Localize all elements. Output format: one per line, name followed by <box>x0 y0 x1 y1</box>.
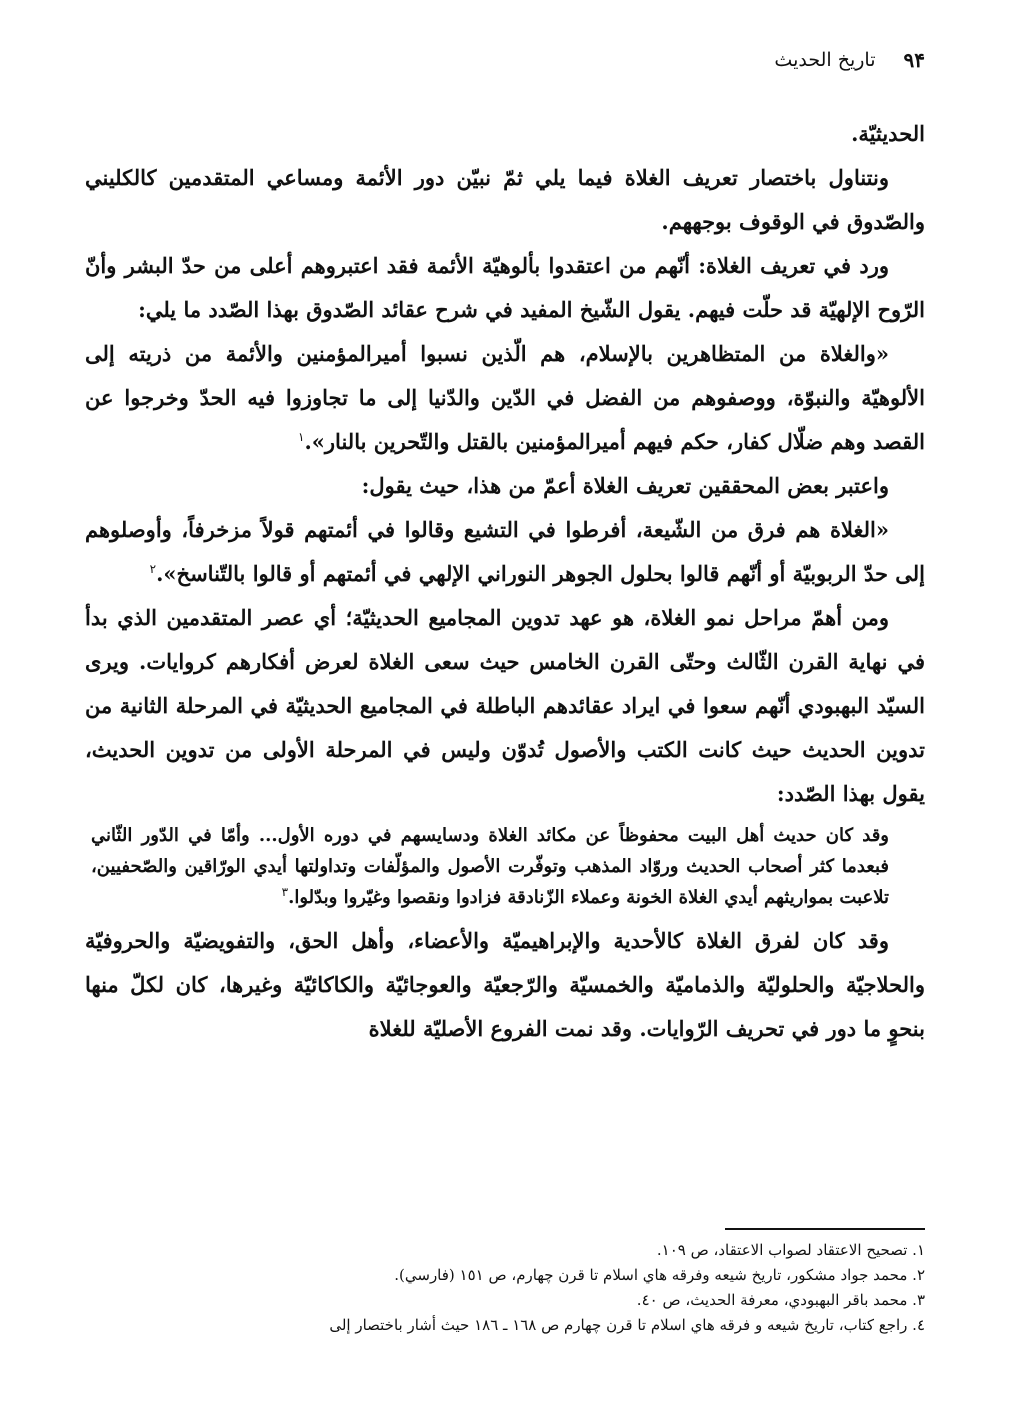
footnote-mark-1: ١ <box>298 430 305 444</box>
footnote-mark-2: ٢ <box>149 562 157 576</box>
block-quote-behbudi <box>85 820 925 913</box>
page-number: ٩۴ <box>903 48 925 72</box>
running-header <box>85 40 925 80</box>
footnote-1: ١. تصحيح الاعتقاد لصواب الاعتقاد، ص ١٠٩. <box>656 1241 925 1259</box>
quote-mashkur-text: «الغلاة هم فرق من الشّيعة، أفرطوا في التشيع وقالوا في أئمتهم قولاً مزخرفاً، وأوصلوهم إلى حدّ الربوبيّة أو أنّهم قالوا بحلول الجوهر النوراني الإلهي في أئمتهم أو قالوا بالتّناسخ». <box>85 517 925 586</box>
footnote-separator <box>725 1228 925 1230</box>
footnote-4: ٤. راجع كتاب، تاريخ شيعه و فرقه هاي اسلام تا قرن چهارم ص ١٦٨ ـ ١٨٦ حيث أشار باختصار إلى <box>329 1316 925 1334</box>
quote-mashkur <box>85 508 925 596</box>
quote-mufid-text: «والغلاة من المتظاهرين بالإسلام، هم الّذين نسبوا أميرالمؤمنين والأئمة من ذريته إلى الألوهيّة والنبوّة، ووصفوهم من الفضل في الدّين والدّنيا إلى ما تجاوزوا فيه الحدّ وخرجوا عن القصد وهم ضلّال كفار، حكم فيهم أميرالمؤمنين بالقتل والتّحرين بالنار». <box>85 341 925 454</box>
paragraph-researchers: واعتبر بعض المحققين تعريف الغلاة أعمّ من هذا، حيث يقول: <box>361 473 889 498</box>
quote-mufid <box>85 332 925 464</box>
block-quote-text: وقد كان حديث أهل البيت محفوظاً عن مكائد الغلاة ودسايسهم في دوره الأول... وأمّا في الدّور الثّاني فبعدما كثر أصحاب الحديث وروّاد المذهب وتوفّرت الأصول والمؤلّفات وتداولتها أيدي الورّاقين والصّحفيين، تلاعبت بمواريثهم أيدي الغلاة الخونة وعملاء الزّنادقة فزادوا ونقصوا وغيّروا وبدّلوا. <box>91 825 889 908</box>
paragraph-continuation: الحديثيّة. <box>851 121 925 146</box>
paragraph-sects: وقد كان لفرق الغلاة كالأحدية والإبراهيميّة والأعضاء، وأهل الحق، والتفويضيّة والحروفيّة والحلاجيّة والحلوليّة والذماميّة والخمسيّة والرّجعيّة والعوجائيّة والكاكائيّة وغيرها، كان لكلّ منها بنحوٍ ما دور في تحريف الرّوايات. وقد نمت الفروع الأصليّة للغلاة <box>85 928 925 1041</box>
footnote-2: ٢. محمد جواد مشكور، تاريخ شيعه وفرقه هاي اسلام تا قرن چهارم، ص ١٥١ (فارسي). <box>394 1266 925 1284</box>
footnotes <box>85 1238 925 1338</box>
running-title: تاريخ الحديث <box>774 49 876 71</box>
main-text <box>85 112 925 1051</box>
paragraph-intro: ونتناول باختصار تعريف الغلاة فيما يلي ثمّ نبيّن دور الأئمة ومساعي المتقدمين كالكليني والصّدوق في الوقوف بوجههم. <box>85 165 925 234</box>
footnote-mark-3: ٣ <box>281 885 289 899</box>
paragraph-stages: ومن أهمّ مراحل نمو الغلاة، هو عهد تدوين المجاميع الحديثيّة؛ أي عصر المتقدمين الذي بدأ في نهاية القرن الثّالث وحتّى القرن الخامس حيث سعى الغلاة لعرض أفكارهم كروايات. ويرى السيّد البهبودي أنّهم سعوا في ايراد عقائدهم الباطلة في المجاميع الحديثيّة في المرحلة الثانية من تدوين الحديث حيث كانت الكتب والأصول تُدوّن وليس في المرحلة الأولى من تدوين الحديث، يقول بهذا الصّدد: <box>85 605 925 806</box>
footnote-3: ٣. محمد باقر البهبودي، معرفة الحديث، ص ٤٠. <box>636 1291 925 1309</box>
paragraph-definition: ورد في تعريف الغلاة: أنّهم من اعتقدوا بألوهيّة الأئمة فقد اعتبروهم أعلى من حدّ البشر وأنّ الرّوح الإلهيّة قد حلّت فيهم. يقول الشّيخ المفيد في شرح عقائد الصّدوق بهذا الصّدد ما يلي: <box>85 253 925 322</box>
